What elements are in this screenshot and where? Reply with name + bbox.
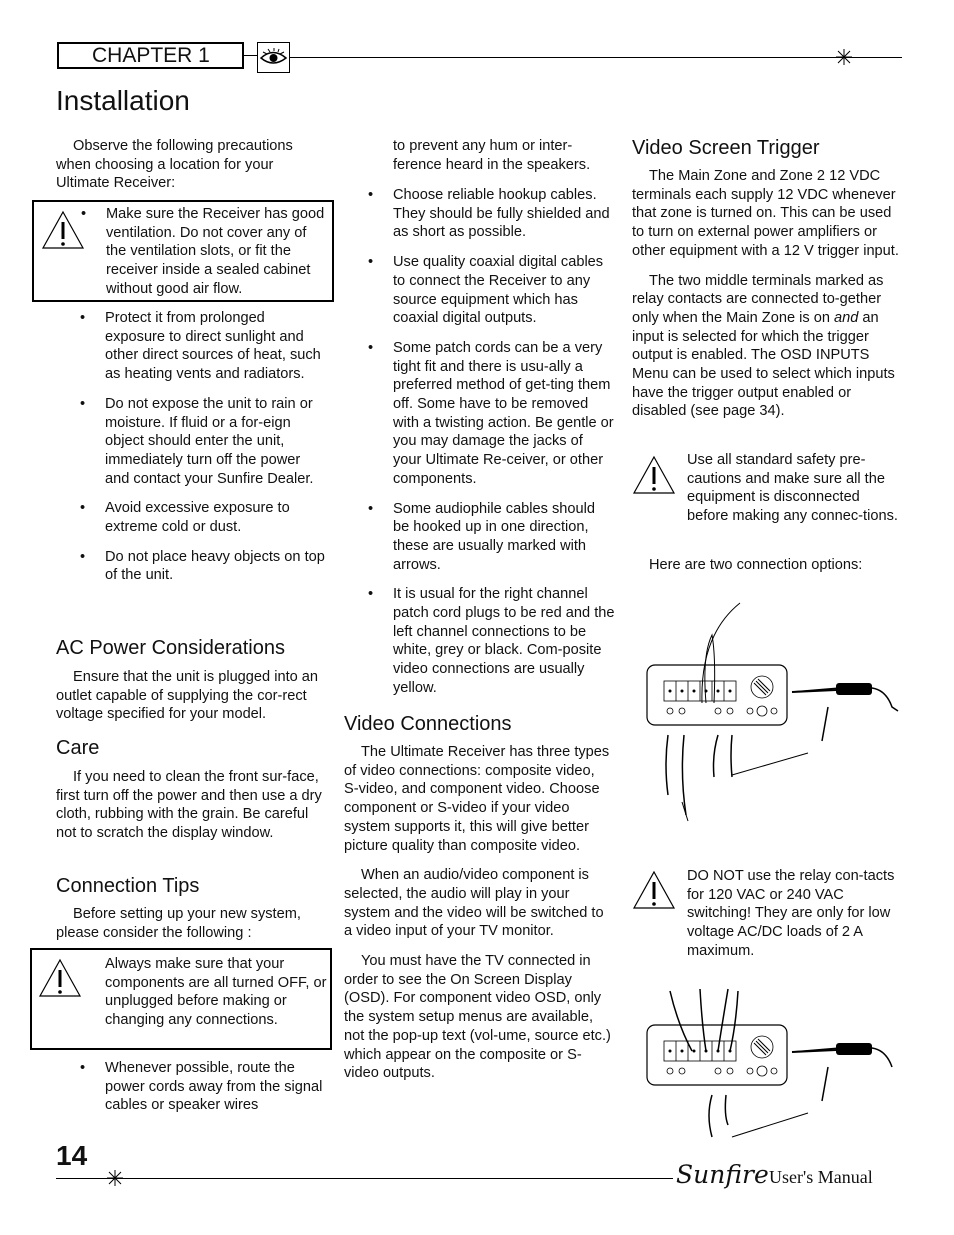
relay-warning-text: DO NOT use the relay con-tacts for 120 VAC or 240 VAC switching! They are only for low voltage AC/DC loads of 2 A maximum. xyxy=(687,868,895,959)
sparkle-icon xyxy=(107,1170,123,1191)
care-heading: Care xyxy=(56,737,100,759)
ac-power-text: Ensure that the unit is plugged into an outlet capable of supplying the cor-rect voltage specified for your model. xyxy=(56,669,319,723)
brand-logo: Sunfire xyxy=(676,1160,769,1189)
ac-power-heading: AC Power Considerations xyxy=(56,637,285,659)
list-item: • Choose reliable hookup cables. They should be fully shielded and as short as possible. xyxy=(368,187,610,241)
header-rule xyxy=(290,57,902,58)
warning-icon xyxy=(38,958,82,998)
connection-tips-text-block xyxy=(56,905,324,942)
sparkle-icon xyxy=(836,49,852,70)
list-item: • It is usual for the right channel patch cord plugs to be red and the left channel connections to be white, grey or black. Com-posite video connections are usually yellow. xyxy=(368,586,615,696)
cable-tips-list xyxy=(368,186,615,698)
warning-icon xyxy=(632,870,676,910)
list-item: • Make sure the Receiver has good ventilation. Do not cover any of the ventilation slots, or fit the receiver inside a sealed cabinet without good air flow. xyxy=(81,206,325,297)
page-number: 14 xyxy=(56,1140,88,1171)
relay-terminal-diagram xyxy=(640,595,905,825)
care-text-block xyxy=(56,768,324,843)
list-item: • Do not place heavy objects on top of the unit. xyxy=(80,548,325,584)
connection-tips-heading: Connection Tips xyxy=(56,875,200,897)
ventilation-warning-box xyxy=(32,200,334,302)
list-item: • Some audiophile cables should be hooked up in one direction, these are usually marked with arrows. xyxy=(368,500,596,573)
tips-list xyxy=(80,1059,327,1115)
trigger-text: The Main Zone and Zone 2 12 VDC terminals each supply 12 VDC whenever that zone is turned on. This can be used to turn on external power amplifiers or other equipment with a 12 V trigger input. The two middle terminals marked as relay contacts are connected to-gether only when the Main Zone is on and an input is selected for which the trigger output is enabled. The OSD INPUTS Menu can be used to select which inputs have the trigger output enabled or disabled (see page 34). xyxy=(632,168,899,420)
connection-tips-text: Before setting up your new system, please consider the following : xyxy=(56,906,301,941)
list-item: • Avoid excessive exposure to extreme cold or dust. xyxy=(80,500,290,536)
ac-power-text-block xyxy=(56,668,324,724)
page-title: Installation xyxy=(56,85,190,116)
power-off-warning-box xyxy=(30,948,332,1050)
options-text: Here are two connection options: xyxy=(649,557,863,573)
video-connections-heading: Video Connections xyxy=(344,713,512,735)
list-item: • Use quality coaxial digital cables to connect the Receiver to any source equipment which has coaxial digital outputs. xyxy=(368,254,604,327)
relay-terminal-diagram xyxy=(640,985,905,1145)
eye-icon xyxy=(257,42,290,73)
warning-icon xyxy=(632,455,676,495)
precautions-list xyxy=(80,309,327,585)
list-item: • Protect it from prolonged exposure to direct sunlight and other direct sources of heat, such as heating vents and radiators. xyxy=(80,310,321,383)
video-connections-text: The Ultimate Receiver has three types of video connections: composite video, S-video, and component video. Choose component or S-video if your video system supports it, this will give better picture quality than composite video. When an audio/video component is selected, the audio will play in your system and the video will be switched to a video input of your TV monitor. You must have the TV connected in order to see the On Screen Display (OSD). For component video OSD, only the system setup menus are available, not the pop-up text (vol-ume, source etc.) which appear on the composite or S-video outputs. xyxy=(344,744,611,1082)
safety-warning-text: Use all standard safety pre-cautions and make sure all the equipment is disconnected before making any connec-tions. xyxy=(687,452,898,525)
chapter-label: CHAPTER 1 xyxy=(57,42,244,69)
care-text: If you need to clean the front sur-face, first turn off the power and then use a dry cloth, rubbing with the grain. Be careful not to scratch the display window. xyxy=(56,769,322,842)
list-item: • Some patch cords can be a very tight fit and there is usu-ally a preferred method of get-ting them off. Some have to be removed with a twisting action. Be gentle or you may damage the jacks of your Ultimate Re-ceiver, or other components. xyxy=(368,339,614,487)
warning-icon xyxy=(41,210,85,250)
column-1 xyxy=(56,137,326,193)
footer-rule xyxy=(56,1178,673,1179)
intro-text: Observe the following precautions when choosing a location for your Ultimate Receiver: xyxy=(56,138,293,192)
video-screen-trigger-heading: Video Screen Trigger xyxy=(632,137,820,159)
manual-label: User's Manual xyxy=(769,1167,873,1187)
column-2-continued: to prevent any hum or inter-ference heard in the speakers. xyxy=(393,138,591,173)
bullet-text: Make sure the Receiver has good ventilation. Do not cover any of the ventilation slots, or fit the receiver inside a sealed cabinet without good air flow. xyxy=(106,206,325,297)
power-off-warning-text: Always make sure that your components are all turned OFF, or unplugged before making or changing any connections. xyxy=(105,956,327,1029)
header-line-left xyxy=(244,55,257,56)
list-item: • Whenever possible, route the power cords away from the signal cables or speaker wires xyxy=(80,1060,323,1114)
list-item: • Do not expose the unit to rain or moisture. If fluid or a for-eign object should enter the unit, immediately turn off the power and contact your Sunfire Dealer. xyxy=(80,395,314,487)
